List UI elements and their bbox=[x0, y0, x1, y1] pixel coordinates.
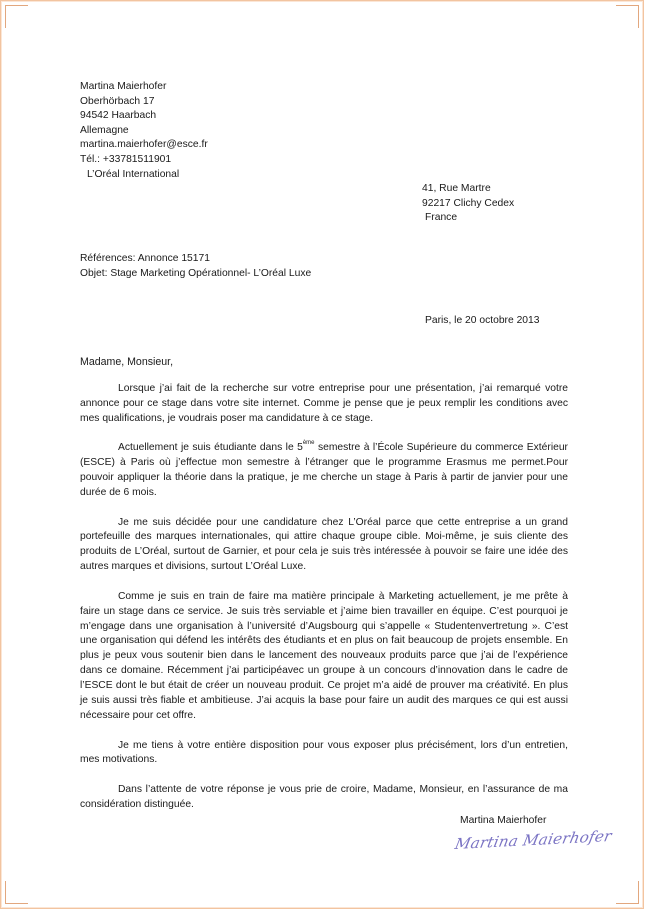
page-corner-mark bbox=[5, 881, 28, 904]
paragraph-1: Lorsque j’ai fait de la recherche sur votre entreprise pour une présentation, j’ai remarqué votre annonce pour ce stage dans votre site internet. Comme je pense que je peux remplir les conditions avec mes qualifications, je voudrais poser ma candidature à ce stage. bbox=[80, 383, 568, 424]
letter-body bbox=[80, 382, 568, 827]
page-corner-mark bbox=[616, 5, 639, 28]
closing-name: Martina Maierhofer bbox=[460, 815, 547, 826]
recipient-city: 92217 Clichy Cedex bbox=[422, 197, 515, 209]
recipient-company: L’Oréal International bbox=[87, 168, 180, 180]
sender-street: Oberhörbach 17 bbox=[80, 95, 155, 107]
paragraph-2-rest: semestre à l’École Supérieure du commerce Extérieur (ESCE) à Paris où j’effectue mon semestre à l’étranger que le programme Erasmus me permet.Pour pouvoir appliquer la théorie dans la pratique, je me cherche un stage à Paris à partir de janvier pour une durée de 6 mois. bbox=[80, 442, 568, 499]
recipient-street: 41, Rue Martre bbox=[422, 183, 491, 194]
reference-block bbox=[80, 252, 311, 281]
recipient-country: France bbox=[425, 212, 458, 224]
handwritten-signature: Martina Maierhofer bbox=[453, 826, 614, 854]
recipient-address-block bbox=[422, 182, 514, 226]
sender-address-block bbox=[80, 80, 208, 182]
page-corner-mark bbox=[616, 881, 639, 904]
paragraph-2 bbox=[80, 441, 568, 501]
subject-line: Objet: Stage Marketing Opérationnel- L’Oréal Luxe bbox=[80, 267, 312, 279]
paragraph-5: Je me tiens à votre entière disposition pour vous exposer plus précisément, lors d’un entretien, mes motivations. bbox=[80, 739, 568, 766]
sender-name: Martina Maierhofer bbox=[80, 81, 167, 92]
letter-date: Paris, le 20 octobre 2013 bbox=[425, 315, 540, 326]
paragraph-4: Comme je suis en train de faire ma matière principale à Marketing actuellement, je me prête à faire un stage dans ce service. Je suis très serviable et j’aime bien travailler en équipe. C’est pourquoi je m’engage dans une organisation à l’université d’Augsbourg qui s’appelle « Studentenvertretung ». C’est une organisation qui défend les intérêts des étudiants et en plus on fait beaucoup de projets ensemble. En plus je peux vous soutenir bien dans le lancement des nouveaux produits parce que j’ai de l’expérience dans ce domaine. Récemment j’ai participéavec un groupe à un concours d’innovation dans le cadre de l’ESCE dont le but était de créer un nouveau produit. Ce projet m’a aidé de prouver ma créativité. En plus je suis aussi très fiable et ambitieuse. J’ai acquis la base pour faire un audit des marques ce qui est aussi nécessaire pour cet offre. bbox=[80, 590, 568, 721]
sender-email: martina.maierhofer@esce.fr bbox=[80, 139, 208, 151]
sender-city: 94542 Haarbach bbox=[80, 110, 157, 122]
paragraph-6: Dans l’attente de votre réponse je vous prie de croire, Madame, Monsieur, en l’assurance de ma considération distinguée. bbox=[80, 783, 568, 810]
references-line: Références: Annonce 15171 bbox=[80, 253, 210, 264]
paragraph-2-start: Actuellement je suis étudiante dans le 5 bbox=[118, 442, 303, 454]
page-corner-mark bbox=[5, 5, 28, 28]
sender-country: Allemagne bbox=[80, 124, 129, 136]
sender-phone: Tél.: +33781511901 bbox=[80, 153, 172, 165]
ordinal-superscript: ème bbox=[302, 440, 315, 447]
greeting: Madame, Monsieur, bbox=[80, 356, 174, 368]
paragraph-3: Je me suis décidée pour une candidature chez L’Oréal parce que cette entreprise a un grand portefeuille des marques internationales, qui attire chaque groupe cible. Moi-même, je suis cliente des produits de L’Oréal, surtout de Garnier, et pour cela je suis très intéressée à pouvoir se faire une idée des autres marques et divisions, surtout L’Oréal Luxe. bbox=[80, 516, 568, 573]
